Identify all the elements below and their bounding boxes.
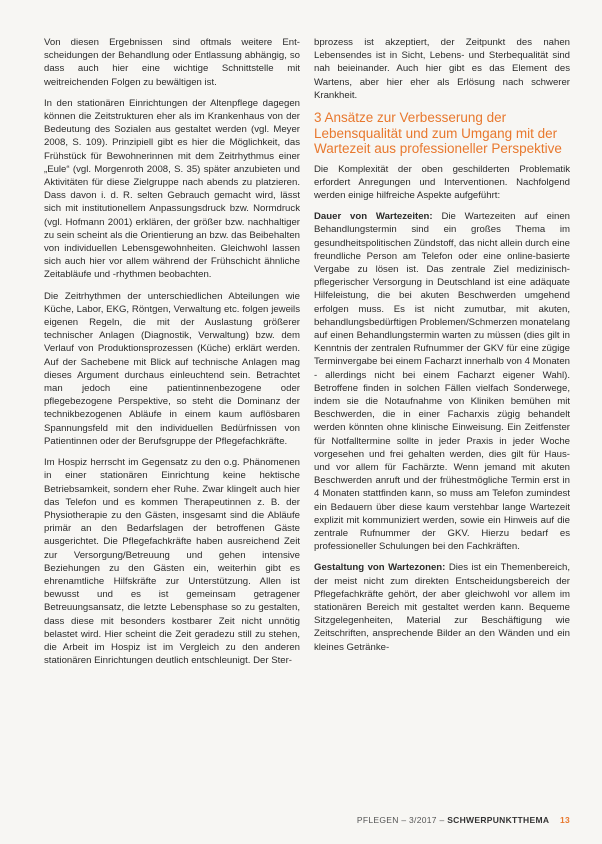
- body-paragraph: Im Hospiz herrscht im Gegensatz zu den o.g. Phänomenen in einer stationären Einrichtung keine hektische Betriebsamkeit, sondern eher Ruhe. Zwar klingelt auch hier das Telefon und es kommen Therapeutinnen z. B. der Physiotherapie zu den Gästen, insgesamt sind die Abläufe primär an den Bedarfslagen der betroffenen Gäste ausgerichtet. Die Pflegefachkräfte haben ausreichend Zeit zur Versorgung/Betreuung und gehen intensive Beziehungen zu den Gästen ein, weiterhin gibt es ehrenamtliche Hilfskräfte zur Unterstützung. Allen ist bewusst und es ist gemeinsam getragener Betreuungsansatz, die letzte Lebensphase so zu gestalten, dass diese mit besonders kostbarer Zeit nicht unnötig belastet wird. Hier scheint die Zeit geradezu still zu stehen, die Arbeit im Hospiz ist im Vergleich zu den anderen stationären Einrichtungen deutlich entschleunigt. Der Ster-: [44, 457, 300, 667]
- page-number: 13: [559, 815, 570, 825]
- body-paragraph: Von diesen Ergebnissen sind oftmals weitere Ent-scheidungen der Behandlung oder Entlassung abhängig, so dass auch hier eine wichtige Schnittstelle mit weitreichenden Folgen zu bewältigen ist.: [44, 37, 300, 88]
- paragraph-text: Die Wartezeiten auf einen Behandlungstermin sind ein großes Thema im gesundheitspolitischen Zündstoff, das nicht allein durch eine freundliche Person am Telefon oder eine online-basierte Vergabe zu lösen ist. Das zentrale Ziel medizinisch-pflegerischer Versorgung in Deutschland ist eine adäquate Hilfeleistung, die bei akuten Beschwerden umgehend erfolgen muss. Es ist nicht zumutbar, mit akuten, behandlungsbedürftigen Problemen/Schmerzen monatelang auf einen Behandlungstermin warten zu müssen (dies gilt in Kenntnis der zentralen Rufnummer der GKV für eine zügige Terminvergabe bei einem Facharzt innerhalb von 4 Monaten - allerdings nicht bei einem Facharzt eigener Wahl). Betroffene finden in solchen Fällen vielfach Sonderwege, indem sie die Notaufnahme von Kliniken bemühen mit Beschwerden, die in einer Facharxis zügig behandelt werden könnten ohne klinische Einweisung. Ein Zeitfenster für Notfalltermine sollte in jeder Praxis in jeder Woche vorgesehen und frei gehalten werden, dies gilt für Haus- und vor allem für Fachärzte. Wenn jemand mit akuten Beschwerden anruft und der frühestmögliche Termin erst in 4 Monaten stattfinden kann, so muss am Telefon zumindest ein Bedauern über diese kaum verstehbar lange Wartezeit explizit mit kommuniziert werden, sowie ein Hinweis auf die zentrale Rufnummer der GKV. Hierzu bedarf es professioneller Schulungen bei den Fachkräften.: [314, 211, 571, 553]
- body-paragraph: [314, 561, 570, 653]
- left-column: [44, 36, 300, 671]
- body-paragraph: Die Komplexität der oben geschilderten Problematik erfordert Anregungen und Interventionen. Nachfolgend werden einige hilfreiche Aspekte aufgeführt:: [314, 163, 570, 201]
- paragraph-lead: Gestaltung von Wartezonen:: [314, 562, 446, 574]
- body-paragraph: Die Zeitrhythmen der unterschiedlichen Abteilungen wie Küche, Labor, EKG, Röntgen, Verwaltung etc. folgen jeweils eigenen Regeln, die mit der Auslastung größerer technischer Anlagen (Diagnostik, Verwaltung) bzw. dem Verlauf von Produktionsprozessen (Küche) erklärt werden. Auf der Sachebene mit Blick auf technische Anlagen mag dieses Argument durchaus einleuchtend sein. Betrachtet man jedoch eine patientinnenbezogene oder pflegebezogene Perspektive, so steht die Dominanz der technikbezogenen Abläufe in einem kaum auflösbaren Spannungsfeld mit den individuellen Bedürfnissen von Patientinnen oder der Berufsgruppe der Pflegefachkräfte.: [44, 290, 300, 447]
- journal-issue: PFLEGEN – 3/2017 –: [356, 815, 445, 825]
- right-column: [314, 36, 570, 658]
- body-paragraph: bprozess ist akzeptiert, der Zeitpunkt des nahen Lebensendes ist in Sicht, Lebens- und Sterbequalität sind nah beieinander. Auch hier gibt es das Element des Wartens, aber hier eher als Erlösung nach schwerer Krankheit.: [314, 37, 570, 101]
- paragraph-text: Dies ist ein Themenbereich, der meist nicht zum direkten Entscheidungsbereich der Pflegefachkräfte gehört, der aber gleichwohl vor allem im stationären Bereich mit gestaltet werden kann. Bequeme Sitzgelegenheiten, Material zur Beschäftigung wie Zeitschriften, ansprechende Bilder an den Wänden und ein kleines Getränke-: [314, 562, 571, 653]
- section-heading: 3 Ansätze zur Verbesserung der Lebensqualität und zum Umgang mit der Wartezeit aus professioneller Perspektive: [314, 110, 562, 157]
- body-paragraph: [314, 210, 570, 553]
- section-name: SCHWERPUNKTTHEMA: [447, 815, 550, 825]
- paragraph-lead: Dauer von Wartezeiten:: [314, 211, 433, 223]
- page-footer: [314, 815, 570, 825]
- body-paragraph: In den stationären Einrichtungen der Altenpflege dagegen können die Zeitstrukturen eher als im Krankenhaus von der Bedeutung des Sozialen aus gestaltet werden (vgl. Meyer 2008, S. 109). Prinzipiell gibt es hier die Möglichkeit, das Frühstück für Bewohnerinnen mit dem Zeitrhythmus einer „Eule“ (vgl. Morgenroth 2008, S. 35) später anzubieten und Aktivitäten für diese Zielgruppe nach abends zu platzieren. Dass davon i. d. R. selten Gebrauch gemacht wird, lässt sich mit institutionellem Anpassungsdruck bzw. Normdruck (vgl. Hofmann 2001) erklären, der größer bzw. nachhaltiger zu sein scheint als die Orientierung an bzw. das Beibehalten von individuellen Lebensgewohnheiten. Gleichwohl lassen sich auch hier vor allem während der Frühschicht ähnliche Zeitabläufe und -rhythmen beobachten.: [44, 97, 300, 281]
